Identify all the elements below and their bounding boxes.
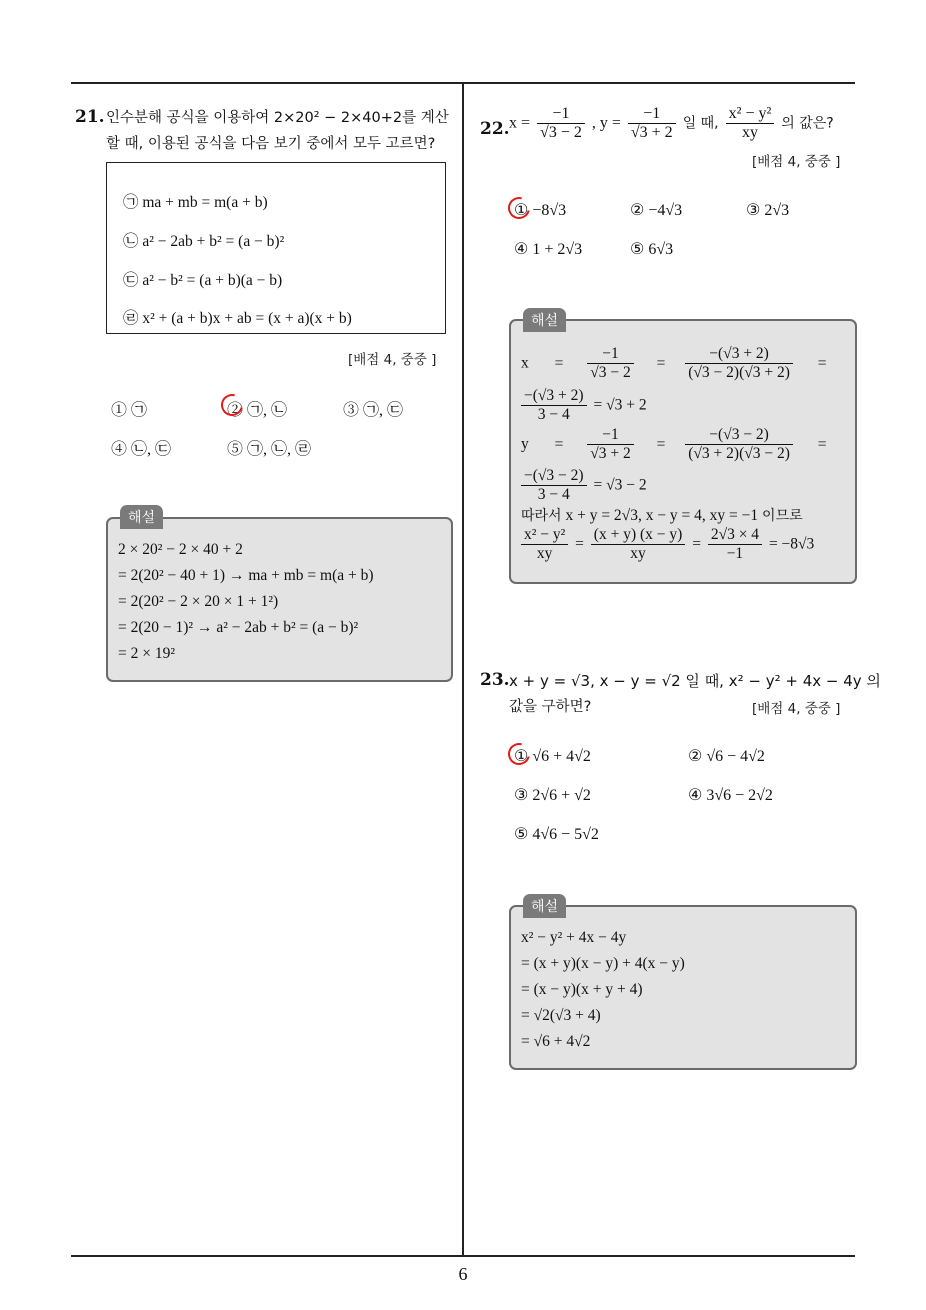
q22-x-den: √3 − 2 [540, 124, 582, 141]
q21-box-item-1: ㉠ ma + mb = m(a + b) [123, 194, 268, 211]
q22-sol-eq3: = [817, 354, 827, 372]
q22-sol-y-f1-num: −1 [587, 426, 634, 445]
bottom-rule [71, 1255, 855, 1257]
q22-expr-fraction [726, 105, 775, 142]
q22-choice-1[interactable]: ① −8√3 [514, 202, 567, 219]
q23-choice-4[interactable]: ④ 3√6 − 2√2 [688, 787, 773, 804]
q22-x-fraction [537, 105, 585, 142]
q21-choice-3[interactable]: ③ ㉠, ㉢ [343, 402, 404, 419]
column-divider [462, 82, 464, 1256]
q22-sol-y-f1 [587, 426, 634, 463]
q22-choice-5[interactable]: ⑤ 6√3 [630, 241, 674, 258]
q21-number: 21. [75, 107, 105, 127]
q22-sol-x-row2 [521, 387, 647, 424]
q22-sol-eq8: = [692, 535, 701, 553]
q22-sol-fc-den: −1 [726, 545, 744, 562]
q23-meta: [배점 4, 중중 ] [752, 701, 841, 717]
q23-choice-2[interactable]: ② √6 − 4√2 [688, 748, 765, 765]
q23-number: 23. [480, 670, 510, 690]
q21-formula-box [106, 162, 446, 334]
q23-sol-line-1: x² − y² + 4x − 4y [521, 929, 627, 946]
q22-sol-eq4: = [554, 435, 564, 453]
q23-sol-line-3: = (x − y)(x + y + 4) [521, 981, 643, 998]
q22-y-fraction [628, 105, 676, 142]
q23-choice-5[interactable]: ⑤ 4√6 − 5√2 [514, 826, 599, 843]
q21-choice-5[interactable]: ⑤ ㉠, ㉡, ㉣ [227, 441, 312, 458]
q22-sol-fa-num: x² − y² [521, 526, 568, 545]
q22-sol-x-f3 [521, 387, 587, 424]
q22-sol-eq6: = [817, 435, 827, 453]
q22-x-num: −1 [537, 105, 585, 124]
q22-sol-eq2: = [656, 354, 666, 372]
q22-sol-y-row [521, 426, 851, 463]
q22-y-num: −1 [628, 105, 676, 124]
q21-text-line2: 할 때, 이용된 공식을 다음 보기 중에서 모두 고르면? [106, 136, 436, 152]
q22-choice-4[interactable]: ④ 1 + 2√3 [514, 241, 583, 258]
q22-sol-eq5: = [656, 435, 666, 453]
q22-sol-y-result: = √3 − 2 [593, 476, 647, 494]
q23-choice-1[interactable]: ① √6 + 4√2 [514, 748, 591, 765]
q23-choice-3[interactable]: ③ 2√6 + √2 [514, 787, 591, 804]
q22-ask: 의 값은? [781, 115, 834, 132]
q22-sol-fb-num: (x + y) (x − y) [591, 526, 686, 545]
q22-sol-final-row [521, 526, 814, 563]
q21-solution-box [106, 517, 453, 682]
q22-y-label: , y = [591, 114, 621, 132]
q22-sol-conclusion-end: 이므로 [762, 508, 803, 524]
q21-text-line1: 인수분해 공식을 이용하여 2×20² − 2×40+2를 계산 [106, 110, 449, 126]
q22-sol-x-f1-num: −1 [587, 345, 634, 364]
q22-x-den-text: 3 − 2 [548, 124, 582, 141]
q22-number: 22. [480, 119, 510, 139]
q22-sol-fc-num: 2√3 × 4 [708, 526, 762, 545]
q21-solution-tag: 해설 [120, 505, 163, 529]
q21-box-item-4: ㉣ x² + (a + b)x + ab = (x + a)(x + b) [123, 310, 352, 327]
q22-solution-box [509, 319, 857, 584]
q23-solution-tag: 해설 [523, 894, 566, 918]
q23-sol-line-5: = √6 + 4√2 [521, 1033, 591, 1050]
q22-sol-final: = −8√3 [768, 535, 815, 553]
q22-sol-x-f1 [587, 345, 634, 382]
q22-sol-x-f2-den: (√3 − 2)(√3 + 2) [688, 364, 790, 381]
q22-sol-eq7: = [575, 535, 584, 553]
q22-sol-x-result: = √3 + 2 [593, 396, 647, 414]
q22-y-den: √3 + 2 [630, 124, 673, 141]
q23-sol-line-2: = (x + y)(x − y) + 4(x − y) [521, 955, 685, 972]
q22-question [509, 105, 834, 142]
q22-sol-fa [521, 526, 568, 563]
q21-meta: [배점 4, 중중 ] [348, 352, 437, 368]
q21-box-item-2: ㉡ a² − 2ab + b² = (a − b)² [123, 233, 285, 250]
q22-sol-x-f1-den: √3 − 2 [590, 364, 631, 381]
q22-sol-y-f2-num: −(√3 − 2) [685, 426, 793, 445]
q22-when: 일 때, [682, 115, 719, 132]
q22-solution-tag: 해설 [523, 308, 566, 332]
q21-sol-line-1: 2 × 20² − 2 × 40 + 2 [118, 541, 243, 558]
q22-sol-fa-den: xy [536, 545, 553, 562]
q22-sol-x-f2 [685, 345, 793, 382]
q22-sol-fb-den: xy [630, 545, 646, 562]
q22-sol-conclusion-math: x + y = 2√3, x − y = 4, xy = −1 [565, 507, 759, 524]
q22-sol-x-lhs: x [521, 354, 529, 372]
q22-sol-x-f3-den: 3 − 4 [537, 406, 570, 423]
q22-choice-3[interactable]: ③ 2√3 [746, 202, 790, 219]
q22-y-den-text: 3 + 2 [639, 124, 673, 141]
q22-sol-y-f1-den: √3 + 2 [590, 445, 631, 462]
q22-expr-den: xy [741, 124, 758, 141]
q22-sol-fc [708, 526, 762, 563]
q22-x-label: x = [509, 114, 531, 132]
q22-sol-y-f3 [521, 467, 587, 504]
q21-sol-line-5: = 2 × 19² [118, 645, 176, 662]
q22-sol-y-f3-den: 3 − 4 [537, 486, 570, 503]
q21-sol-line-4: = 2(20 − 1)² → a² − 2ab + b² = (a − b)² [118, 619, 359, 636]
q23-solution-box [509, 905, 857, 1070]
q22-sol-x-row [521, 345, 851, 382]
q22-sol-fb [591, 526, 686, 563]
q22-sol-eq1: = [554, 354, 564, 372]
q23-sol-line-4: = √2(√3 + 4) [521, 1007, 601, 1024]
q22-sol-y-f2 [685, 426, 793, 463]
q21-choice-2[interactable]: ② ㉠, ㉡ [227, 402, 288, 419]
q21-choice-4[interactable]: ④ ㉡, ㉢ [111, 441, 172, 458]
q22-sol-x-f2-num: −(√3 + 2) [685, 345, 793, 364]
q22-sol-x-f3-num: −(√3 + 2) [521, 387, 587, 406]
q22-sol-y-f3-num: −(√3 − 2) [521, 467, 587, 486]
q22-sol-y-row2 [521, 467, 647, 504]
page-number: 6 [458, 1264, 468, 1284]
q21-sol-line-2: = 2(20² − 40 + 1) → ma + mb = m(a + b) [118, 567, 374, 584]
q22-sol-y-f2-den: (√3 + 2)(√3 − 2) [688, 445, 790, 462]
q22-expr-num: x² − y² [726, 105, 775, 124]
q21-box-item-3: ㉢ a² − b² = (a + b)(a − b) [123, 272, 283, 289]
q22-sol-y-lhs: y [521, 435, 529, 453]
q21-choice-1[interactable]: ① ㉠ [111, 402, 148, 419]
q22-choice-2[interactable]: ② −4√3 [630, 202, 683, 219]
q22-sol-conclusion-ko: 따라서 [521, 508, 562, 524]
q23-text-line2: 값을 구하면? [509, 699, 592, 715]
q21-sol-line-3: = 2(20² − 2 × 20 × 1 + 1²) [118, 593, 279, 610]
q22-meta: [배점 4, 중중 ] [752, 154, 841, 170]
q23-text-line1: x + y = √3, x − y = √2 일 때, x² − y² + 4x − 4y 의 [509, 672, 881, 690]
q22-sol-conclusion [521, 505, 803, 525]
